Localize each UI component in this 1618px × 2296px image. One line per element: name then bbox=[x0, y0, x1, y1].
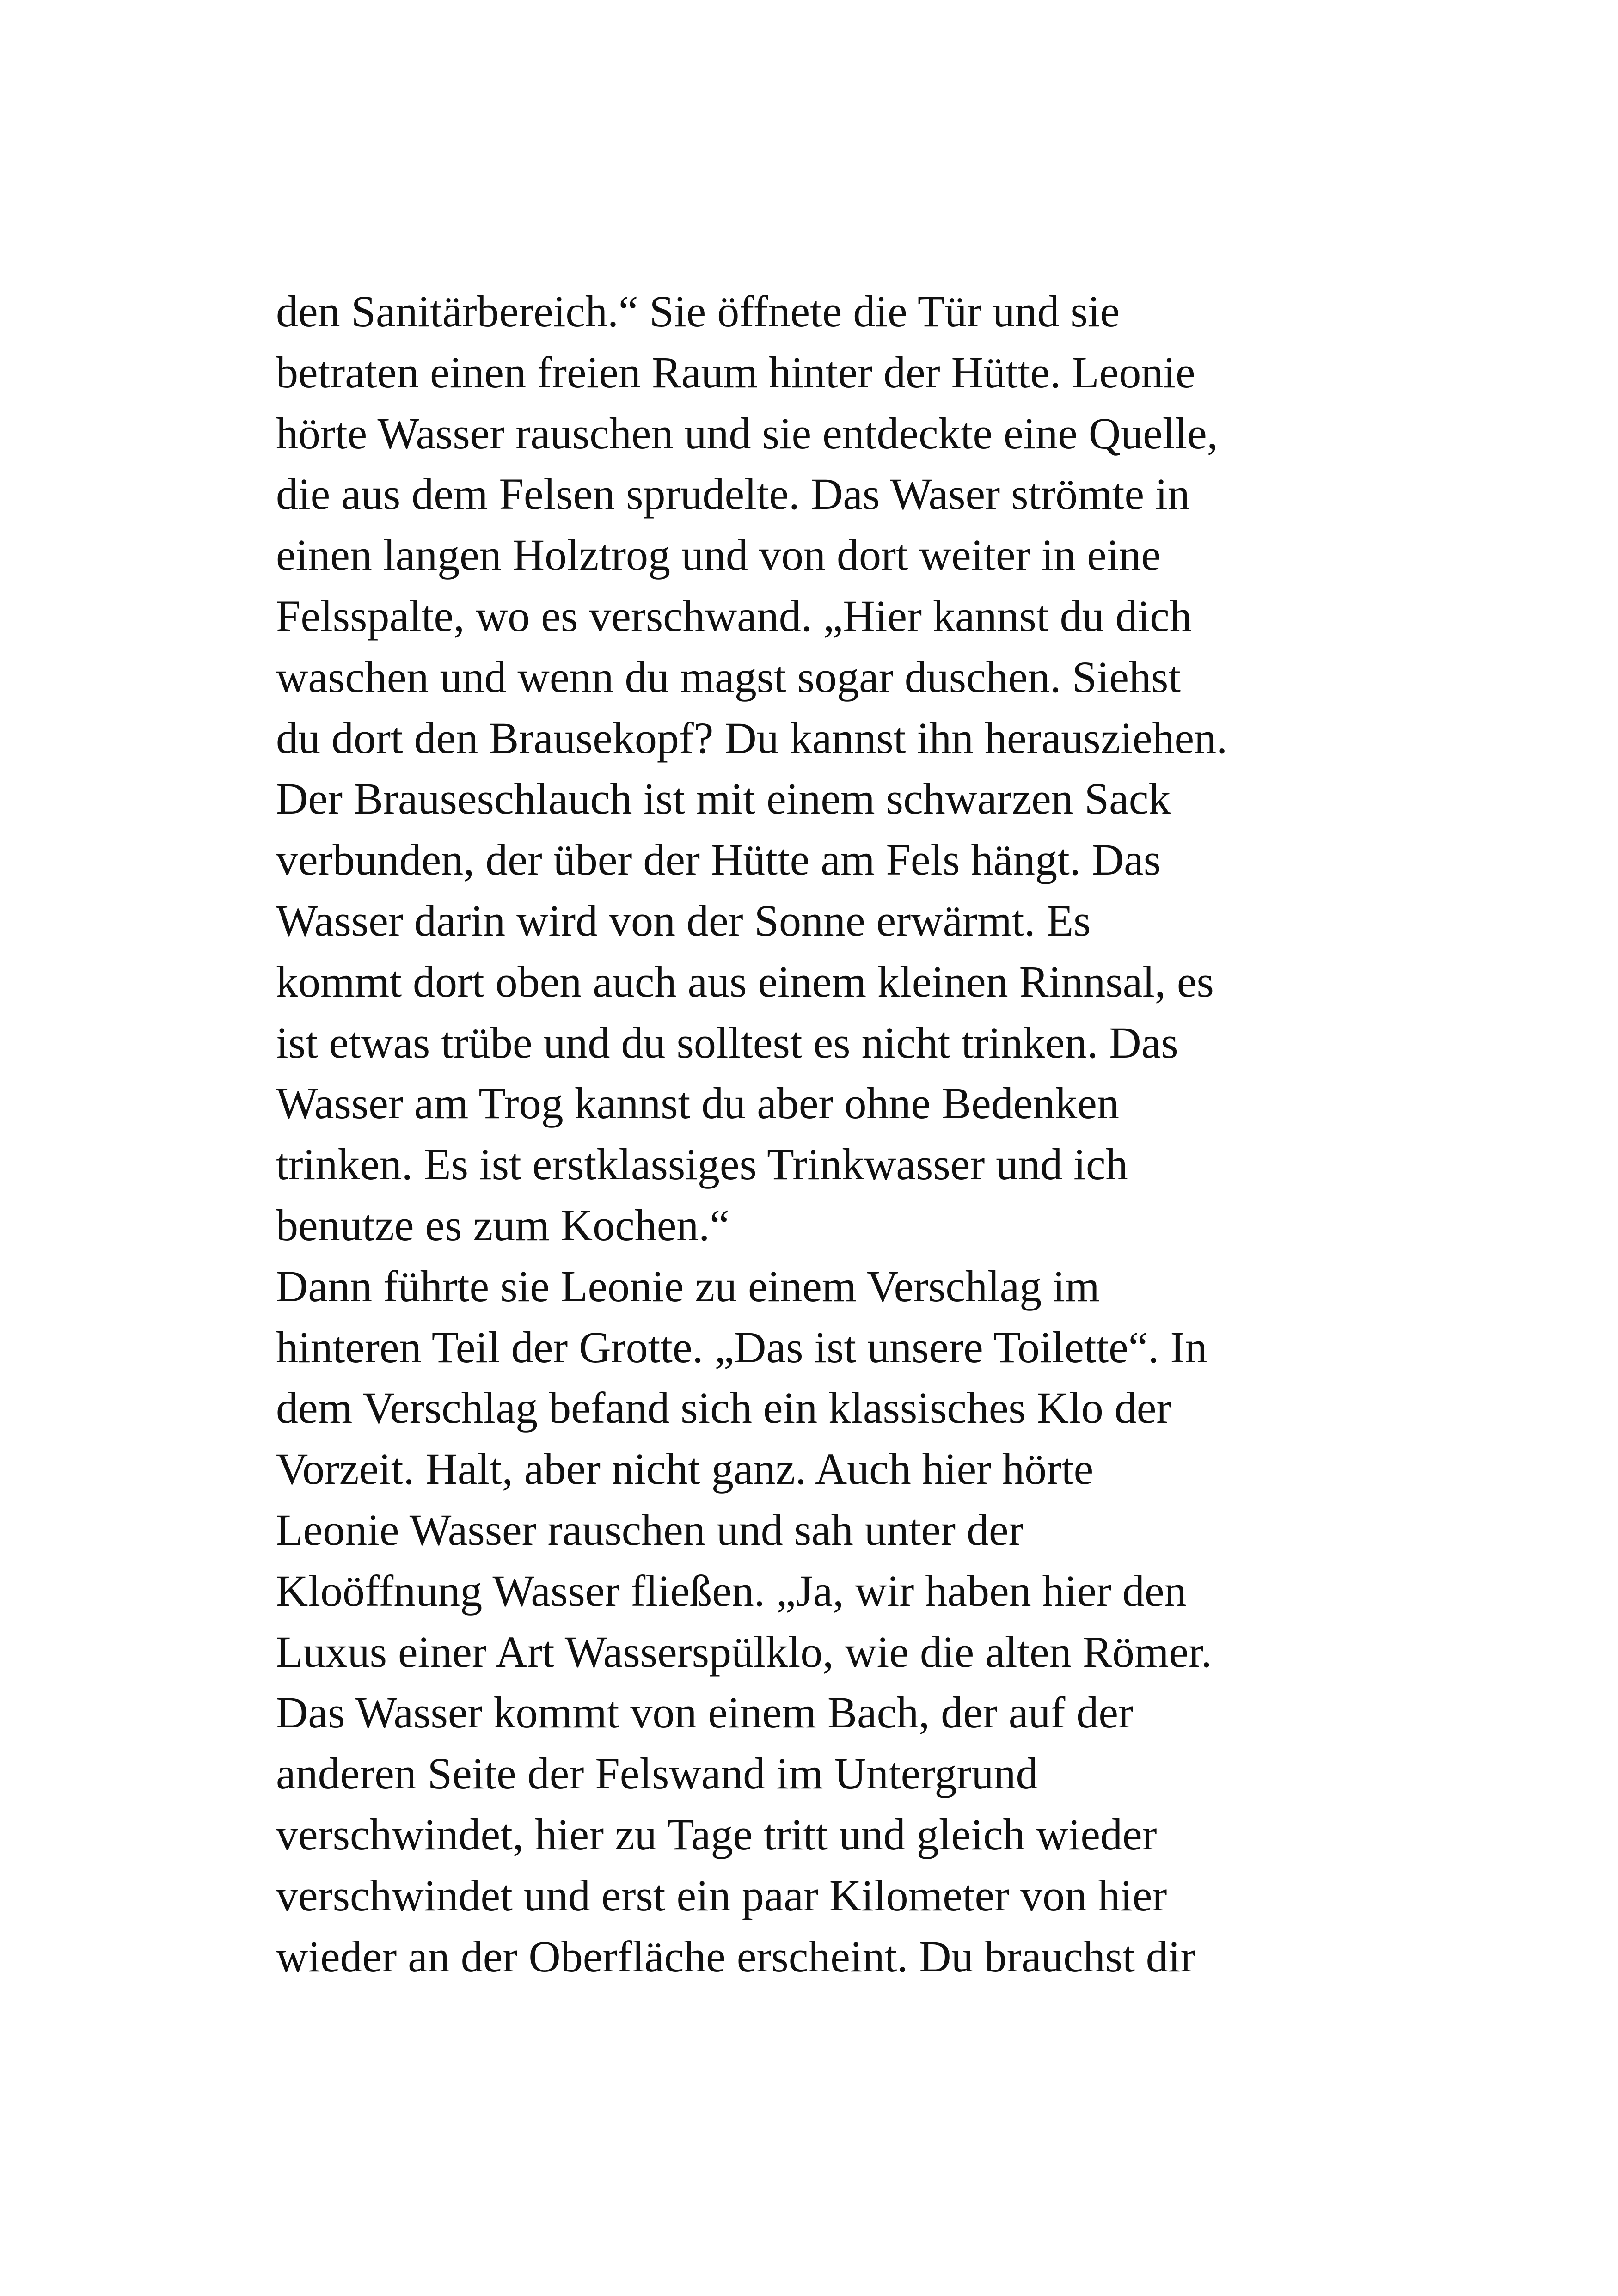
text-line: anderen Seite der Felswand im Untergrund bbox=[276, 1749, 1038, 1799]
text-line: einen langen Holztrog und von dort weiter in eine bbox=[276, 530, 1161, 580]
text-line: Luxus einer Art Wasserspülklo, wie die alten Römer. bbox=[276, 1627, 1212, 1677]
text-line: dem Verschlag befand sich ein klassisches Klo der bbox=[276, 1383, 1171, 1433]
text-line: wieder an der Oberfläche erscheint. Du brauchst dir bbox=[276, 1931, 1195, 1981]
text-line: kommt dort oben auch aus einem kleinen Rinnsal, es bbox=[276, 956, 1214, 1006]
text-line: den Sanitärbereich.“ Sie öffnete die Tür und sie bbox=[276, 287, 1120, 336]
text-line: Wasser am Trog kannst du aber ohne Bedenken bbox=[276, 1078, 1119, 1128]
text-line: ist etwas trübe und du solltest es nicht trinken. Das bbox=[276, 1017, 1178, 1067]
text-line: Wasser darin wird von der Sonne erwärmt. Es bbox=[276, 895, 1091, 945]
text-line: hinteren Teil der Grotte. „Das ist unsere Toilette“. In bbox=[276, 1322, 1207, 1372]
text-line: waschen und wenn du magst sogar duschen. Siehst bbox=[276, 652, 1181, 702]
text-line: Leonie Wasser rauschen und sah unter der bbox=[276, 1505, 1024, 1555]
body-text bbox=[276, 281, 1362, 1987]
text-line: Der Brauseschlauch ist mit einem schwarzen Sack bbox=[276, 774, 1171, 824]
text-line: Kloöffnung Wasser fließen. „Ja, wir haben hier den bbox=[276, 1566, 1187, 1616]
text-line: Das Wasser kommt von einem Bach, der auf der bbox=[276, 1688, 1133, 1738]
text-line: verschwindet und erst ein paar Kilometer von hier bbox=[276, 1870, 1167, 1920]
text-line: Dann führte sie Leonie zu einem Verschlag im bbox=[276, 1261, 1100, 1311]
text-line: verbunden, der über der Hütte am Fels hängt. Das bbox=[276, 835, 1161, 885]
text-line: benutze es zum Kochen.“ bbox=[276, 1200, 729, 1250]
text-line: betraten einen freien Raum hinter der Hütte. Leonie bbox=[276, 347, 1195, 397]
text-line: trinken. Es ist erstklassiges Trinkwasser und ich bbox=[276, 1139, 1128, 1189]
text-line: die aus dem Felsen sprudelte. Das Waser strömte in bbox=[276, 469, 1190, 519]
text-line: verschwindet, hier zu Tage tritt und gleich wieder bbox=[276, 1809, 1157, 1859]
text-line: Vorzeit. Halt, aber nicht ganz. Auch hier hörte bbox=[276, 1444, 1094, 1494]
text-line: du dort den Brausekopf? Du kannst ihn herausziehen. bbox=[276, 713, 1228, 763]
text-line: hörte Wasser rauschen und sie entdeckte eine Quelle, bbox=[276, 408, 1218, 458]
text-line: Felsspalte, wo es verschwand. „Hier kannst du dich bbox=[276, 591, 1192, 641]
